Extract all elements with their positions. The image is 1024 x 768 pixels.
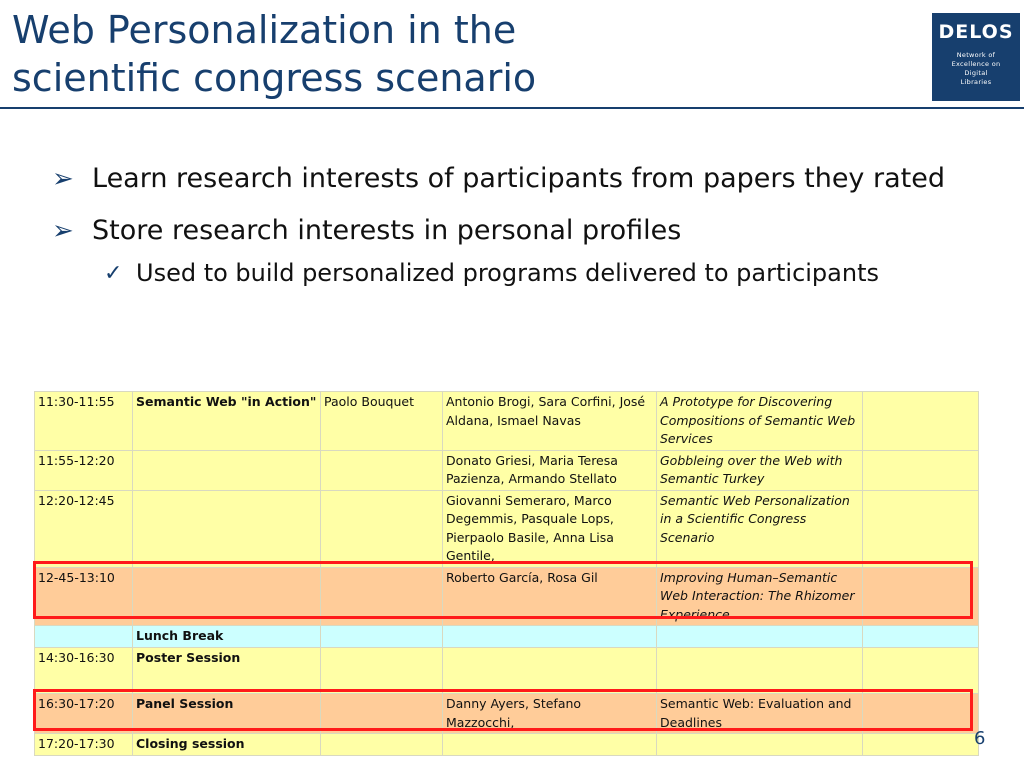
chair-cell <box>321 694 443 734</box>
sub-bullet-text: Used to build personalized programs delivered to participants <box>136 259 879 287</box>
logo-subtitle-line: Network of <box>956 51 996 59</box>
slide-title <box>12 6 892 102</box>
authors-cell: Roberto García, Rosa Gil <box>443 567 657 626</box>
session-cell <box>133 450 321 490</box>
logo-subtitle-line: Libraries <box>960 78 992 86</box>
chair-cell: Paolo Bouquet <box>321 392 443 451</box>
paper-title-cell: A Prototype for Discovering Compositions of Semantic Web Services <box>657 392 863 451</box>
session-cell <box>133 567 321 626</box>
table-row <box>35 450 979 490</box>
delos-logo <box>932 13 1020 101</box>
empty-cell <box>863 392 979 451</box>
table-row <box>35 734 979 756</box>
logo-wordmark: DELOS <box>938 21 1014 43</box>
time-cell: 16:30-17:20 <box>35 694 133 734</box>
authors-cell: Donato Griesi, Maria Teresa Pazienza, Armando Stellato <box>443 450 657 490</box>
page-number: 6 <box>974 728 986 749</box>
table-row <box>35 567 979 626</box>
authors-cell: Danny Ayers, Stefano Mazzocchi, <box>443 694 657 734</box>
time-cell: 17:20-17:30 <box>35 734 133 756</box>
session-cell: Poster Session <box>133 648 321 694</box>
empty-cell <box>863 694 979 734</box>
title-divider <box>0 107 1024 109</box>
paper-title-cell <box>657 626 863 648</box>
time-cell: 12-45-13:10 <box>35 567 133 626</box>
bullet-text: Store research interests in personal profiles <box>92 215 682 246</box>
session-cell: Semantic Web "in Action" <box>133 392 321 451</box>
empty-cell <box>863 567 979 626</box>
paper-title-cell: Semantic Web: Evaluation and Deadlines <box>657 694 863 734</box>
chair-cell <box>321 490 443 567</box>
table-row <box>35 490 979 567</box>
authors-cell <box>443 648 657 694</box>
arrow-bullet-icon: ➢ <box>52 164 74 194</box>
bullet-text: Learn research interests of participants from papers they rated <box>92 163 945 194</box>
chair-cell <box>321 450 443 490</box>
slide-title-line-1: Web Personalization in the <box>12 8 517 52</box>
empty-cell <box>863 490 979 567</box>
empty-cell <box>863 648 979 694</box>
bullet-item <box>52 160 1002 198</box>
bullet-item <box>52 212 1002 250</box>
slide-title-line-2: scientific congress scenario <box>12 56 537 100</box>
empty-cell <box>863 450 979 490</box>
logo-subtitle <box>932 51 1020 87</box>
table-row <box>35 392 979 451</box>
time-cell: 11:55-12:20 <box>35 450 133 490</box>
schedule-table <box>34 391 979 756</box>
chair-cell <box>321 567 443 626</box>
time-cell: 14:30-16:30 <box>35 648 133 694</box>
paper-title-cell <box>657 734 863 756</box>
empty-cell <box>863 626 979 648</box>
paper-title-cell: Improving Human–Semantic Web Interaction: The Rhizomer Experience <box>657 567 863 626</box>
authors-cell <box>443 734 657 756</box>
session-cell: Closing session <box>133 734 321 756</box>
table-row <box>35 648 979 694</box>
empty-cell <box>863 734 979 756</box>
checkmark-bullet-icon: ✓ <box>104 261 123 286</box>
table-row <box>35 626 979 648</box>
arrow-bullet-icon: ➢ <box>52 216 74 246</box>
authors-cell <box>443 626 657 648</box>
chair-cell <box>321 734 443 756</box>
paper-title-cell: Semantic Web Personalization in a Scientific Congress Scenario <box>657 490 863 567</box>
logo-subtitle-line: Digital <box>964 69 988 77</box>
logo-subtitle-line: Excellence on <box>951 60 1001 68</box>
bullet-list <box>52 160 1002 291</box>
chair-cell <box>321 626 443 648</box>
paper-title-cell <box>657 648 863 694</box>
session-cell: Panel Session <box>133 694 321 734</box>
table-row <box>35 694 979 734</box>
time-cell <box>35 626 133 648</box>
sub-bullet-item <box>104 256 1002 291</box>
time-cell: 11:30-11:55 <box>35 392 133 451</box>
chair-cell <box>321 648 443 694</box>
authors-cell: Giovanni Semeraro, Marco Degemmis, Pasquale Lops, Pierpaolo Basile, Anna Lisa Gentile, <box>443 490 657 567</box>
session-cell <box>133 490 321 567</box>
paper-title-cell: Gobbleing over the Web with Semantic Turkey <box>657 450 863 490</box>
session-cell: Lunch Break <box>133 626 321 648</box>
authors-cell: Antonio Brogi, Sara Corfini, José Aldana, Ismael Navas <box>443 392 657 451</box>
time-cell: 12:20-12:45 <box>35 490 133 567</box>
